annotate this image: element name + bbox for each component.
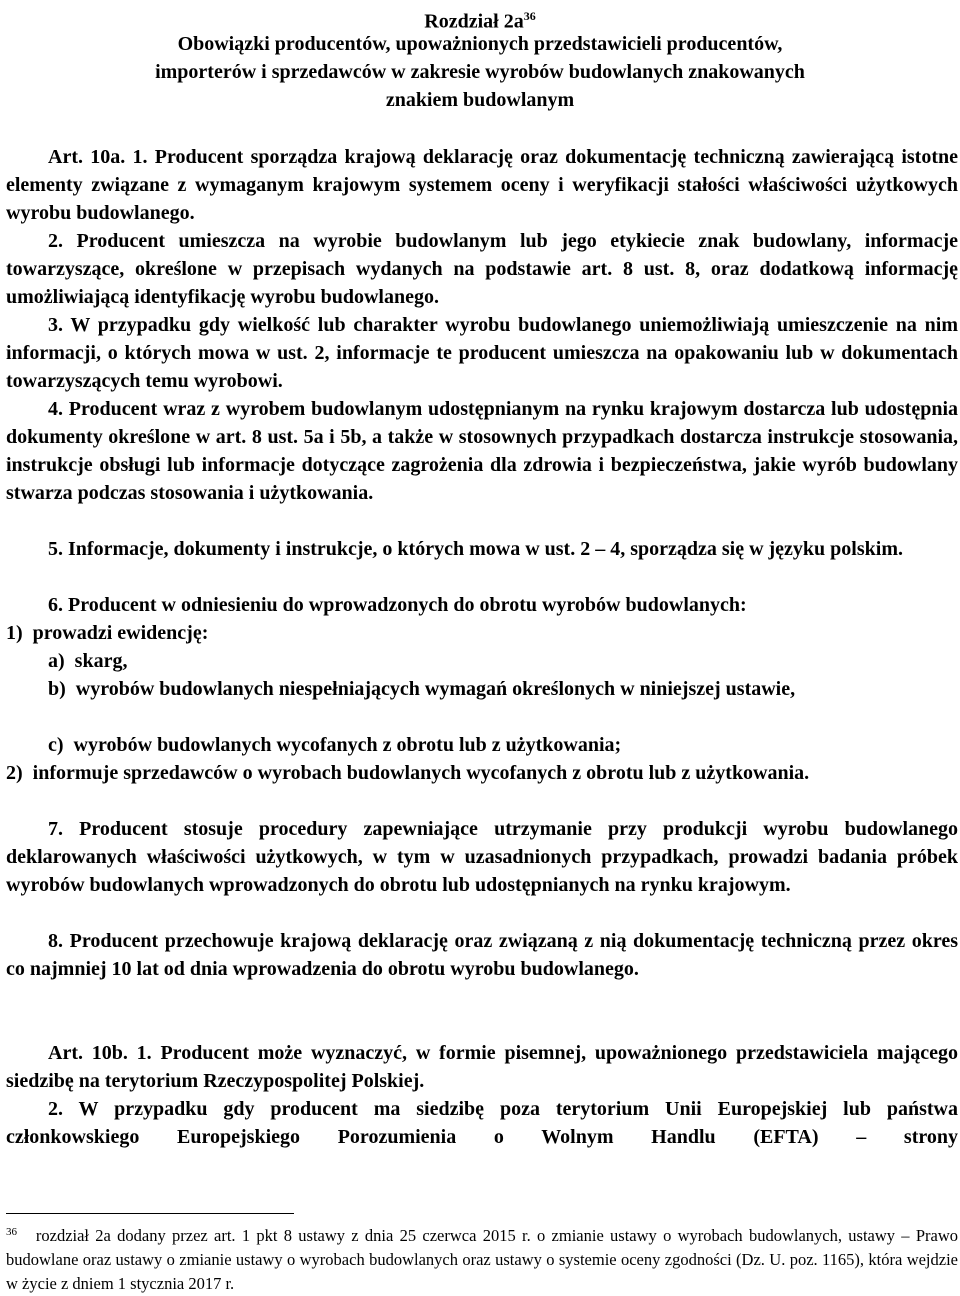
art-10a-letter-a: a) skarg, xyxy=(48,650,128,672)
chapter-title: Rozdział $2a^{36}$ xyxy=(424,9,536,33)
art-10a-paragraph-1: Art. 10a. 1. Producent sporządza krajową deklarację oraz dokumentację techniczną zawierającą istotne elementy związane z wymaganym krajowym systemem oceny i weryfikacji stałości właściwości użytkowych wyrobu budowlanego. xyxy=(6,146,958,224)
art-10b-paragraph-2: 2. W przypadku gdy producent ma siedzibę poza terytorium Unii Europejskiej lub państwa członkowskiego Europejskiego Porozumienia o Wolnym Handlu (EFTA) – strony xyxy=(6,1098,958,1148)
art-10a-paragraph-7: 7. Producent stosuje procedury zapewniające utrzymanie przy produkcji wyrobu budowlanego deklarowanych właściwości użytkowych, w tym w uzasadnionych przypadkach, prowadzi badania próbek wyrobów budowlanych wprowadzonych do obrotu lub udostępnianych na rynku krajowym. xyxy=(6,818,958,896)
art-10a-letter-b: b) wyrobów budowlanych niespełniających wymagań określonych w niniejszej ustawie, xyxy=(48,678,796,700)
footnote-reference[interactable]: 36 xyxy=(523,9,536,23)
art-10a-paragraph-3: 3. W przypadku gdy wielkość lub charakter wyrobu budowlanego uniemożliwiają umieszczenie na nim informacji, o których mowa w ust. 2, informacje te producent umieszcza na opakowaniu lub w dokumentach towarzyszących temu wyrobowi. xyxy=(6,314,958,392)
chapter-subtitle-line-3: znakiem budowlanym xyxy=(385,89,575,111)
art-10a-point-1: 1) prowadzi ewidencję: xyxy=(6,622,209,644)
art-10a-paragraph-8: 8. Producent przechowuje krajową deklarację oraz związaną z nią dokumentację techniczną przez okres co najmniej 10 lat od dnia wprowadzenia do obrotu wyrobu budowlanego. xyxy=(6,930,958,980)
art-10a-paragraph-6: 6. Producent w odniesieniu do wprowadzonych do obrotu wyrobów budowlanych: xyxy=(48,594,747,616)
footnote-number: 36 xyxy=(6,1226,17,1238)
art-10a-letter-c: c) wyrobów budowlanych wycofanych z obrotu lub z użytkowania; xyxy=(48,734,622,756)
art-10a-paragraph-5: 5. Informacje, dokumenty i instrukcje, o których mowa w ust. 2 – 4, sporządza się w języku polskim. xyxy=(48,538,903,560)
art-10a-paragraph-4: 4. Producent wraz z wyrobem budowlanym udostępnianym na rynku krajowym dostarcza lub udostępnia dokumenty określone w art. 8 ust. 5a i 5b, a także w stosownych przypadkach dostarcza instrukcje stosowania, instrukcje obsługi lub informacje dotyczące zagrożenia dla zdrowia i bezpieczeństwa, jakie wyrób budowlany stwarza podczas stosowania i użytkowania. xyxy=(6,398,958,504)
art-10a-point-2: 2) informuje sprzedawców o wyrobach budowlanych wycofanych z obrotu lub z użytkowania. xyxy=(6,762,810,784)
footnote-text: rozdział 2a dodany przez art. 1 pkt 8 ustawy z dnia 25 czerwca 2015 r. o zmianie ustawy o wyrobach budowlanych, ustawy – Prawo budowlane oraz ustawy o zmianie ustawy o wyrobach budowlanych oraz ustawy o systemie oceny zgodności (Dz. U. poz. 1165), która wejdzie w życie z dniem 1 stycznia 2017 r. xyxy=(6,1226,959,1293)
chapter-subtitle-line-2: importerów i sprzedawców w zakresie wyrobów budowlanych znakowanych xyxy=(155,61,805,83)
chapter-subtitle-line-1: Obowiązki producentów, upoważnionych przedstawicieli producentów, xyxy=(177,33,783,55)
footnote-divider xyxy=(6,1213,294,1214)
art-10a-paragraph-2: 2. Producent umieszcza na wyrobie budowlanym lub jego etykiecie znak budowlany, informacje towarzyszące, określone w przepisach wydanych na podstawie art. 8 ust. 8, oraz dodatkową informację umożliwiającą identyfikację wyrobu budowlanego. xyxy=(6,230,958,308)
art-10b-paragraph-1: Art. 10b. 1. Producent może wyznaczyć, w formie pisemnej, upoważnionego przedstawiciela mającego siedzibę na terytorium Rzeczypospolitej Polskiej. xyxy=(6,1042,958,1092)
footnote xyxy=(6,1224,958,1296)
